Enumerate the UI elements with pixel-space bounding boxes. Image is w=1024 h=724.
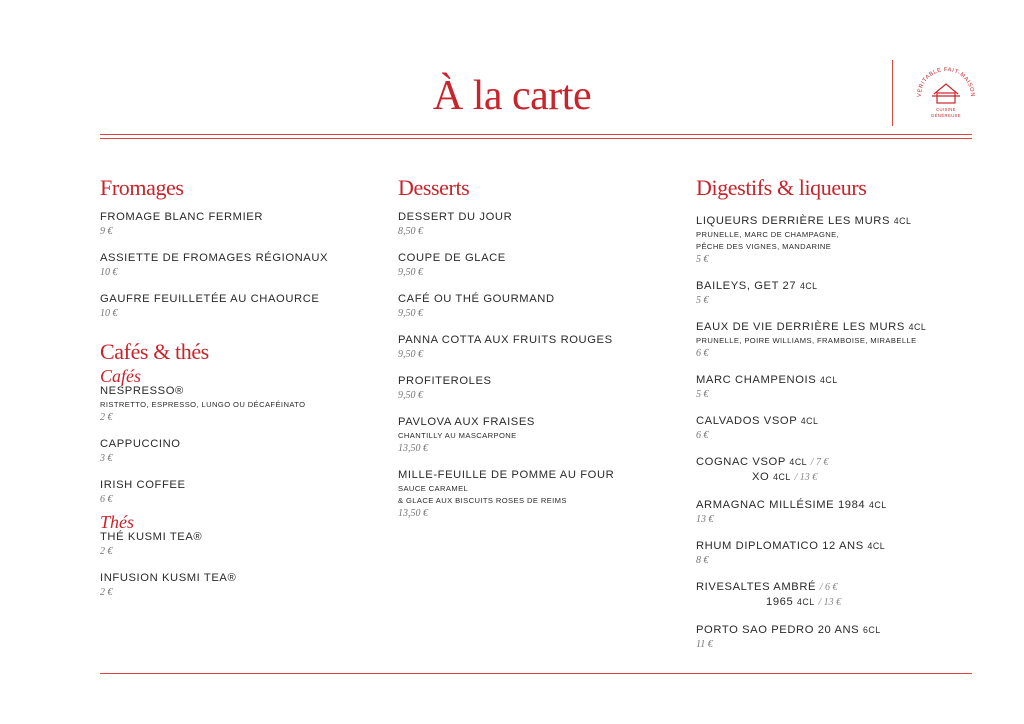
item-name: MILLE-FEUILLE DE POMME AU FOUR <box>398 469 615 481</box>
item-name: ARMAGNAC MILLÉSIME 1984 <box>696 499 866 511</box>
item-description-2: & GLACE AUX BISCUITS ROSES DE REIMS <box>398 496 567 505</box>
item-name: BAILEYS, GET 27 <box>696 280 797 292</box>
item-name: CAPPUCCINO <box>100 438 181 450</box>
column-digestifs <box>696 176 972 664</box>
item-price: 11 € <box>696 639 713 650</box>
item-name: FROMAGE BLANC FERMIER <box>100 211 264 223</box>
item-name: LIQUEURS DERRIÈRE LES MURS <box>696 215 891 227</box>
item-price: 5 € <box>696 295 709 306</box>
item-name: EAUX DE VIE DERRIÈRE LES MURS <box>696 321 905 333</box>
item-volume: 4CL <box>800 416 819 426</box>
item-name: RIVESALTES AMBRÉ <box>696 581 817 593</box>
menu-item <box>696 373 972 401</box>
item-description: CHANTILLY AU MASCARPONE <box>398 431 517 440</box>
item-name: MARC CHAMPENOIS <box>696 374 817 386</box>
item-name: DESSERT DU JOUR <box>398 211 513 223</box>
item-name: ASSIETTE DE FROMAGES RÉGIONAUX <box>100 252 329 264</box>
item-description: SAUCE CARAMEL <box>398 484 469 493</box>
item-volume: 4CL <box>908 322 927 332</box>
item-name: GAUFRE FEUILLETÉE AU CHAOURCE <box>100 293 320 305</box>
logo-bottom-text-2: GÉNÉREUSE <box>931 113 961 118</box>
footer-rule <box>100 673 972 674</box>
item-name: PORTO SAO PEDRO 20 ANS <box>696 624 860 636</box>
item-price: 5 € <box>696 389 709 400</box>
menu-item <box>696 414 972 442</box>
menu-item <box>100 292 380 320</box>
subsection-title-cafes: Cafés <box>100 366 142 386</box>
item-volume-2: 4CL <box>797 597 815 607</box>
item-name: PROFITEROLES <box>398 375 492 387</box>
item-price: 10 € <box>100 267 118 278</box>
item-price: 13 € <box>696 514 714 525</box>
item-name: PANNA COTTA AUX FRUITS ROUGES <box>398 334 613 346</box>
menu-item <box>398 374 678 402</box>
menu-item <box>696 320 972 360</box>
item-name-line <box>696 414 972 429</box>
item-description: PRUNELLE, MARC DE CHAMPAGNE, <box>696 230 840 239</box>
item-name-line <box>696 279 972 294</box>
logo-bottom-text-1: CUISINE <box>936 107 956 112</box>
item-description-2: PÊCHE DES VIGNES, MANDARINE <box>696 242 832 251</box>
item-name-line <box>696 498 972 513</box>
menu-item <box>696 279 972 307</box>
item-price: 9,50 € <box>398 308 423 319</box>
item-name-line <box>696 539 972 554</box>
menu-item <box>100 384 380 424</box>
item-price: 8 € <box>696 555 709 566</box>
menu-item <box>398 468 678 520</box>
item-volume-2: 4CL <box>773 472 791 482</box>
item-name-2: 1965 <box>766 596 794 608</box>
item-name: COGNAC VSOP <box>696 456 786 468</box>
item-price: 9,50 € <box>398 267 423 278</box>
item-price: 8,50 € <box>398 226 423 237</box>
item-name: IRISH COFFEE <box>100 479 186 491</box>
menu-item <box>696 498 972 526</box>
section-title-desserts: Desserts <box>398 175 470 200</box>
item-name: CALVADOS VSOP <box>696 415 798 427</box>
menu-item <box>100 571 380 599</box>
item-name-line <box>696 320 972 335</box>
item-price-2: / 13 € <box>794 472 818 483</box>
item-volume: 4CL <box>799 281 818 291</box>
item-volume: 4CL <box>819 375 838 385</box>
menu-item <box>696 539 972 567</box>
item-price: 9 € <box>100 226 113 237</box>
menu-item <box>100 437 380 465</box>
section-title-cafes-thes: Cafés & thés <box>100 339 209 364</box>
header-rule-top <box>100 134 972 135</box>
section-title-fromages: Fromages <box>100 175 184 200</box>
item-name: RHUM DIPLOMATICO 12 ANS <box>696 540 864 552</box>
menu-item <box>100 251 380 279</box>
item-price: 2 € <box>100 546 113 557</box>
item-name: COUPE DE GLACE <box>398 252 506 264</box>
item-name: PAVLOVA AUX FRAISES <box>398 416 535 428</box>
menu-item <box>696 580 972 610</box>
item-price: 2 € <box>100 412 113 423</box>
item-name: NESPRESSO® <box>100 385 184 397</box>
item-name-line <box>696 580 972 595</box>
item-volume: 4CL <box>867 541 886 551</box>
menu-item <box>398 210 678 238</box>
house-icon <box>932 84 960 103</box>
fait-maison-logo <box>912 60 980 128</box>
item-price: 6 € <box>100 494 113 505</box>
item-name-line-2 <box>696 470 972 485</box>
item-name-line <box>696 623 972 638</box>
subsection-title-thes: Thés <box>100 512 135 532</box>
column-fromages-cafes <box>100 176 380 612</box>
item-name: CAFÉ OU THÉ GOURMAND <box>398 293 555 305</box>
item-name-line <box>696 214 972 229</box>
item-price: 9,50 € <box>398 390 423 401</box>
menu-item <box>398 415 678 455</box>
item-price: / 7 € <box>810 457 829 468</box>
menu-item <box>100 530 380 558</box>
item-volume: 6CL <box>862 625 881 635</box>
item-name-line <box>696 455 972 470</box>
menu-item <box>398 251 678 279</box>
menu-item <box>398 292 678 320</box>
menu-item <box>696 455 972 485</box>
item-name: INFUSION KUSMI TEA® <box>100 572 237 584</box>
header-rule-bottom <box>100 138 972 139</box>
item-price: 6 € <box>696 348 709 359</box>
item-volume: 4CL <box>893 216 912 226</box>
item-price: 13,50 € <box>398 508 428 519</box>
item-price: 10 € <box>100 308 118 319</box>
item-name-line-2 <box>696 595 972 610</box>
item-description: RISTRETTO, ESPRESSO, LUNGO OU DÉCAFÉINATO <box>100 400 306 409</box>
menu-item <box>100 210 380 238</box>
item-volume: 4CL <box>868 500 887 510</box>
logo-ring-text: VÉRITABLE FAIT-MAISON <box>916 66 976 98</box>
menu-item <box>398 333 678 361</box>
header-divider-vertical <box>892 60 893 126</box>
item-name: THÉ KUSMI TEA® <box>100 531 203 543</box>
menu-item <box>696 623 972 651</box>
menu-item <box>100 478 380 506</box>
item-price-2: / 13 € <box>818 597 842 608</box>
item-price: 9,50 € <box>398 349 423 360</box>
page-title: À la carte <box>432 73 592 119</box>
item-volume: 4CL <box>789 457 808 467</box>
section-title-digestifs: Digestifs & liqueurs <box>696 175 867 200</box>
item-name-2: XO <box>752 471 770 483</box>
item-price: / 6 € <box>819 582 838 593</box>
item-price: 6 € <box>696 430 709 441</box>
item-price: 5 € <box>696 254 709 265</box>
item-description: PRUNELLE, POIRE WILLIAMS, FRAMBOISE, MIRABELLE <box>696 336 917 345</box>
item-price: 3 € <box>100 453 113 464</box>
item-name-line <box>696 373 972 388</box>
menu-item <box>696 214 972 266</box>
item-price: 13,50 € <box>398 443 428 454</box>
column-desserts <box>398 176 678 533</box>
item-price: 2 € <box>100 587 113 598</box>
